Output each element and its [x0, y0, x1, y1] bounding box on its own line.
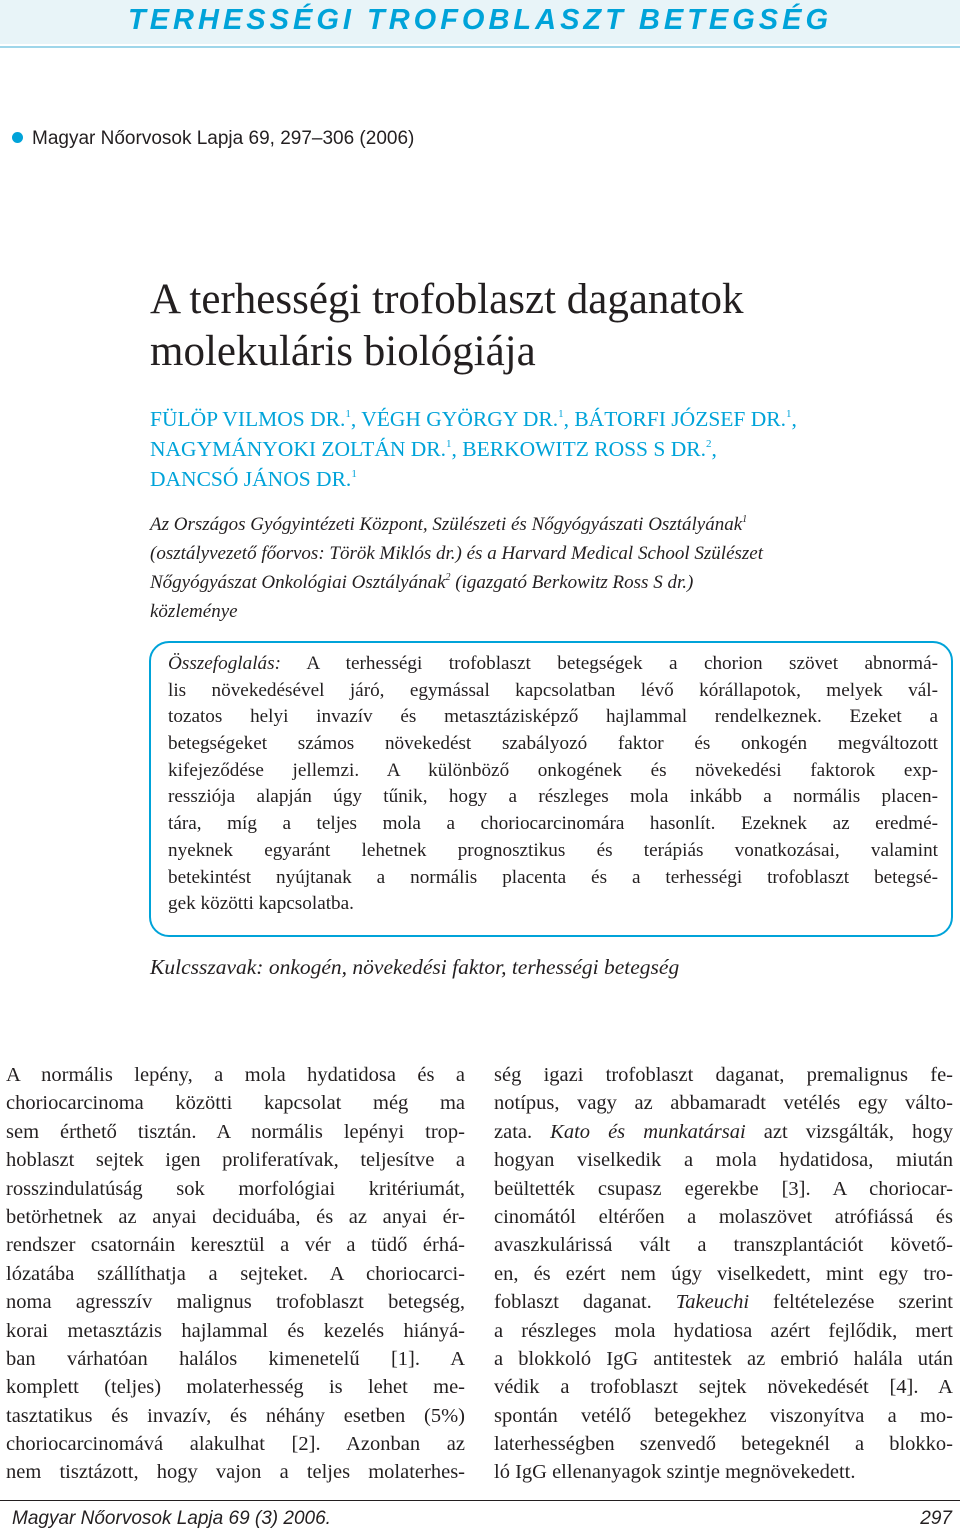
body-line: lózatába szállíthatja a sejteket. A choriocarci-: [6, 1262, 465, 1285]
author-name: , BÁTORFI JÓZSEF DR.: [563, 407, 786, 431]
body-line: a részleges mola hydatiosa azért fejlődik, mert: [494, 1319, 953, 1342]
body-line: en, és ezért nem úgy viselkedett, mint egy tro-: [494, 1262, 953, 1285]
section-title: TERHESSÉGI TROFOBLASZT BETEGSÉG: [128, 4, 833, 36]
author-affiliation-mark: 1: [558, 408, 564, 420]
author-affiliation-mark: 1: [786, 408, 792, 420]
title-line: molekuláris biológiája: [150, 328, 536, 375]
body-line: [494, 1288, 953, 1316]
affiliation-line: [150, 510, 940, 539]
author-name: , VÉGH GYÖRGY DR.: [350, 407, 559, 431]
body-line: beültették csupasz egerekbe [3]. A choriocar-: [494, 1177, 953, 1200]
affiliation-line: (osztályvezető főorvos: Török Miklós dr.) és a Harvard Medical School Szülészet: [150, 543, 764, 564]
author-name: , BERKOWITZ ROSS S DR.: [451, 437, 706, 461]
body-line: korai metasztázis hajlammal és kezelés hiányá-: [6, 1319, 465, 1342]
body-line: komplett (teljes) molaterhesség is lehet me-: [6, 1376, 465, 1399]
author-affiliation-mark: 2: [705, 438, 712, 450]
body-text: foblaszt daganat.: [494, 1291, 676, 1314]
body-column-right: [494, 1061, 953, 1487]
body-line: spontán vetélő betegekhez viszonyítva a mo-: [494, 1404, 953, 1427]
author-affiliation-mark: 1: [351, 468, 357, 480]
abstract-lead: Összefoglalás:: [168, 653, 281, 674]
body-text: zata.: [494, 1120, 551, 1143]
affiliation-mark: 1: [742, 514, 748, 525]
affiliation-text: Az Országos Gyógyintézeti Központ, Szülészeti és Nőgyógyászati Osztályának: [150, 514, 743, 535]
body-line: hogyan viselkedik a mola hydatidosa, miután: [494, 1149, 953, 1172]
abstract-line: tára, míg a teljes mola a choriocarcinomára hasonlít. Ezeknek az eredmé-: [168, 813, 938, 835]
abstract-line: betekintést nyújtanak a normális placenta és a terhességi trofoblaszt betegsé-: [168, 866, 938, 888]
body-line: betörhetnek az anyai deciduába, és az anyai ér-: [6, 1205, 465, 1228]
body-line: a blokkoló IgG antitestek az embrió halála után: [494, 1347, 953, 1370]
body-line: nem tisztázott, hogy vajon a teljes molaterhes-: [6, 1461, 465, 1484]
affiliation-mark: 2: [445, 572, 451, 583]
abstract-line: ressziója alapján úgy tűnik, hogy a részleges mola inkább a normális placen-: [168, 786, 938, 808]
body-line: ség igazi trofoblaszt daganat, premalignus fe-: [494, 1064, 953, 1086]
footer-journal: Magyar Nőorvosok Lapja 69 (3) 2006.: [12, 1508, 331, 1529]
author-list: [150, 404, 940, 494]
journal-citation: [12, 128, 414, 150]
affiliation-line: [150, 568, 940, 597]
body-line: avaszkulárissá vált a transzplantációt követő-: [494, 1234, 953, 1257]
affiliation-text: Nőgyógyászat Onkológiai Osztályának: [150, 572, 446, 593]
body-line: ban várhatóan halálos kimenetelű [1]. A: [6, 1347, 465, 1370]
citation-text: Magyar Nőorvosok Lapja 69, 297–306 (2006): [32, 128, 415, 149]
author-name: FÜLÖP VILMOS DR.: [150, 407, 346, 431]
affiliation-block: [150, 510, 940, 626]
body-line: choriocarcinoma közötti kapcsolat még ma: [6, 1092, 465, 1115]
page-number: 297: [920, 1508, 952, 1529]
body-line: notípus, vagy az abbamaradt vetélés egy válto-: [494, 1092, 953, 1115]
body-text: feltételezése szerint: [749, 1291, 953, 1314]
affiliation-text: (igazgató Berkowitz Ross S dr.): [450, 572, 694, 593]
author-affiliation-mark: 1: [446, 438, 452, 450]
abstract-line: kifejeződése jellemzi. A különböző onkogének és növekedési faktorok exp-: [168, 759, 938, 781]
author-name: DANCSÓ JÁNOS DR.: [150, 467, 352, 491]
abstract-text: [168, 651, 938, 918]
author-separator: ,: [711, 437, 717, 461]
abstract-line: [168, 651, 938, 678]
header-divider: [0, 46, 960, 48]
abstract-line-text: A terhességi trofoblaszt betegségek a chorion szövet abnormá-: [281, 653, 938, 674]
body-line: tasztatikus és invazív, és néhány esetben (5%): [6, 1404, 465, 1427]
footer-divider: [0, 1500, 960, 1501]
body-text: azt vizsgálták, hogy: [745, 1120, 953, 1143]
author-line: [150, 404, 940, 434]
body-line: cinomától eltérően a molaszövet atrófiássá és: [494, 1205, 953, 1228]
body-line: laterhességben szenvedő betegeknél a blokko-: [494, 1433, 953, 1456]
body-line: noma agresszív malignus trofoblaszt betegség,: [6, 1291, 465, 1314]
author-line: [150, 434, 940, 464]
body-column-left: [6, 1061, 465, 1487]
keywords: Kulcsszavak: onkogén, növekedési faktor, terhességi betegség: [150, 955, 680, 979]
author-affiliation-mark: 1: [345, 408, 351, 420]
body-line: hoblaszt sejtek igen proliferatívak, teljesítve a: [6, 1149, 465, 1172]
abstract-line: tozatos helyi invazív és metasztázisképző hajlammal rendelkeznek. Ezeket a: [168, 706, 938, 728]
abstract-line: lis növekedésével járó, egymással kapcsolatban lévő kórállapotok, melyek vál-: [168, 679, 938, 701]
body-line: védik a trofoblaszt sejtek növekedését [4]. A: [494, 1376, 953, 1399]
affiliation-line: közleménye: [150, 601, 238, 622]
bullet-dot-icon: [12, 132, 23, 143]
author-name: NAGYMÁNYOKI ZOLTÁN DR.: [150, 437, 447, 461]
author-separator: ,: [791, 407, 797, 431]
body-line: rendszer csatornáin keresztül a vér a tüdő érhá-: [6, 1234, 465, 1257]
author-line: [150, 464, 940, 494]
body-line: sem érthető tisztán. A normális lepényi trop-: [6, 1120, 465, 1143]
body-line: ló IgG ellenanyagok szintje megnövekedett.: [494, 1461, 856, 1484]
title-line: A terhességi trofoblaszt daganatok: [150, 276, 744, 323]
body-line: [494, 1118, 953, 1146]
abstract-line: betegségeket számos növekedést szabályozó faktor és onkogén megváltozott: [168, 733, 938, 755]
author-reference: Takeuchi: [675, 1291, 750, 1314]
body-line: A normális lepény, a mola hydatidosa és a: [6, 1064, 465, 1086]
body-line: rosszindulatúság sok morfológiai kritériumát,: [6, 1177, 465, 1200]
article-title: [150, 274, 940, 378]
abstract-line: gek közötti kapcsolatba.: [168, 893, 354, 915]
body-line: choriocarcinomává alakulhat [2]. Azonban az: [6, 1433, 465, 1456]
author-reference: Kato és munkatársai: [550, 1120, 746, 1143]
abstract-line: nyeknek egyaránt lehetnek prognosztikus és terápiás vonatkozásai, valamint: [168, 839, 938, 861]
